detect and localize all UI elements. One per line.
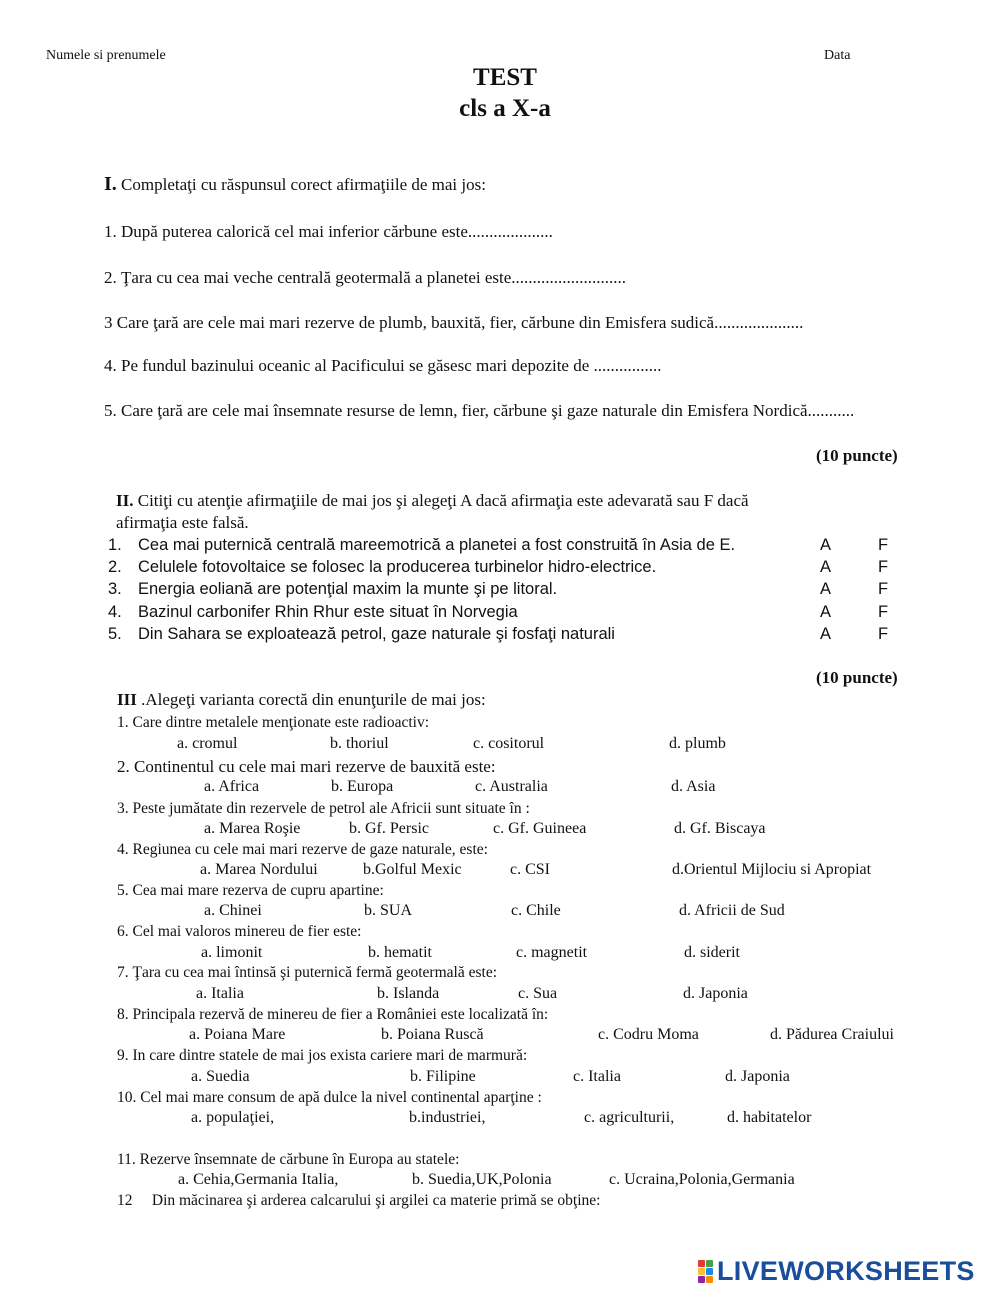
answer-f-5[interactable]: F: [878, 625, 889, 643]
option-2a[interactable]: a. Africa: [204, 778, 260, 795]
section2-num-3: 3.: [108, 580, 122, 598]
logo-tile: [706, 1268, 713, 1275]
option-3b[interactable]: b. Gf. Persic: [349, 820, 429, 837]
option-6d[interactable]: d. siderit: [684, 944, 740, 961]
option-6b[interactable]: b. hematit: [368, 944, 432, 961]
page-title: TEST: [473, 64, 537, 91]
question-11: 11. Rezerve însemnate de cărbune în Europa au statele:: [117, 1151, 460, 1168]
question-3: 3. Peste jumătate din rezervele de petrol ale Africii sunt situate în :: [117, 800, 530, 817]
section2-statement-5: Din Sahara se exploatează petrol, gaze naturale şi fosfaţi naturali: [138, 625, 615, 643]
liveworksheets-brand: LIVEWORKSHEETS: [717, 1255, 975, 1286]
option-9d[interactable]: d. Japonia: [725, 1068, 790, 1085]
answer-a-3[interactable]: A: [820, 580, 832, 598]
section1-numeral: I.: [104, 173, 117, 195]
section2-num-4: 4.: [108, 603, 122, 621]
section3-heading: [117, 690, 486, 710]
option-3a[interactable]: a. Marea Roşie: [204, 820, 301, 837]
section2-statement-4: Bazinul carbonifer Rhin Rhur este situat în Norvegia: [138, 603, 518, 621]
option-9c[interactable]: c. Italia: [573, 1068, 621, 1085]
option-10d[interactable]: d. habitatelor: [727, 1109, 812, 1126]
option-2c[interactable]: c. Australia: [475, 778, 548, 795]
answer-a-5[interactable]: A: [820, 625, 832, 643]
answer-a-2[interactable]: A: [820, 558, 832, 576]
option-2d[interactable]: d. Asia: [671, 778, 716, 795]
option-11b[interactable]: b. Suedia,UK,Polonia: [412, 1171, 552, 1188]
section2-numeral: II.: [116, 491, 134, 510]
option-7b[interactable]: b. Islanda: [377, 985, 440, 1002]
section3-instruction: .Alegeţi varianta corectă din enunţurile de mai jos:: [136, 690, 486, 709]
option-4a[interactable]: a. Marea Nordului: [200, 861, 318, 878]
option-1a[interactable]: a. cromul: [177, 735, 238, 752]
option-5d[interactable]: d. Africii de Sud: [679, 902, 785, 919]
logo-tile: [698, 1260, 705, 1267]
question-4: 4. Regiunea cu cele mai mari rezerve de gaze naturale, este:: [117, 841, 488, 858]
answer-a-1[interactable]: A: [820, 536, 832, 554]
option-1b[interactable]: b. thoriul: [330, 735, 389, 752]
section1-instruction: Completaţi cu răspunsul corect afirmaţiile de mai jos:: [121, 175, 486, 194]
option-4b[interactable]: b.Golful Mexic: [363, 861, 462, 878]
option-7d[interactable]: d. Japonia: [683, 985, 748, 1002]
logo-tile: [698, 1268, 705, 1275]
section2-instruction: Citiţi cu atenţie afirmaţiile de mai jos şi alegeţi A dacă afirmaţia este adevarată sau F dacă: [137, 491, 749, 510]
question-10: 10. Cel mai mare consum de apă dulce la nivel continental aparţine :: [117, 1089, 542, 1106]
section1-heading: [104, 173, 486, 196]
section1-points: (10 puncte): [816, 446, 898, 465]
section2-statement-2: Celulele fotovoltaice se folosec la producerea turbinelor hidro-electrice.: [138, 558, 657, 576]
date-label: Data: [824, 48, 851, 63]
option-6c[interactable]: c. magnetit: [516, 944, 588, 961]
question-1: 1. Care dintre metalele menţionate este radioactiv:: [117, 714, 430, 731]
option-11c[interactable]: c. Ucraina,Polonia,Germania: [609, 1171, 795, 1188]
question-5: 5. Cea mai mare rezerva de cupru apartine:: [117, 882, 384, 899]
option-11a[interactable]: a. Cehia,Germania Italia,: [178, 1171, 339, 1188]
answer-f-4[interactable]: F: [878, 603, 889, 621]
option-8d[interactable]: d. Pădurea Craiului: [770, 1026, 894, 1043]
section1-item-2: 2. Ţara cu cea mai veche centrală geotermală a planetei este...........................: [104, 268, 627, 287]
section2-num-5: 5.: [108, 625, 122, 643]
option-8c[interactable]: c. Codru Moma: [598, 1026, 699, 1043]
answer-f-3[interactable]: F: [878, 580, 889, 598]
section3-numeral: III: [117, 690, 137, 709]
option-1c[interactable]: c. cositorul: [473, 735, 545, 752]
option-7a[interactable]: a. Italia: [196, 985, 244, 1002]
section2-num-1: 1.: [108, 536, 122, 554]
section1-item-4: 4. Pe fundul bazinului oceanic al Pacificului se găsesc mari depozite de ................: [104, 356, 662, 375]
section1-item-5: 5. Care ţară are cele mai însemnate resurse de lemn, fier, cărbune şi gaze naturale din Emisfera Nordică...........: [104, 401, 855, 420]
section1-item-1: 1. După puterea calorică cel mai inferior cărbune este....................: [104, 222, 553, 241]
option-10a[interactable]: a. populaţiei,: [191, 1109, 275, 1126]
option-6a[interactable]: a. limonit: [201, 944, 263, 961]
answer-f-1[interactable]: F: [878, 536, 889, 554]
name-label: Numele si prenumele: [46, 48, 166, 63]
logo-tile: [706, 1260, 713, 1267]
option-3d[interactable]: d. Gf. Biscaya: [674, 820, 766, 837]
answer-a-4[interactable]: A: [820, 603, 832, 621]
option-1d[interactable]: d. plumb: [669, 735, 726, 752]
section1-item-3: 3 Care ţară are cele mai mari rezerve de plumb, bauxită, fier, cărbune din Emisfera sudică.....................: [104, 313, 804, 332]
option-10c[interactable]: c. agriculturii,: [584, 1109, 675, 1126]
liveworksheets-logo[interactable]: [698, 1257, 975, 1285]
option-2b[interactable]: b. Europa: [331, 778, 394, 795]
page-subtitle: cls a X-a: [459, 95, 551, 122]
option-9b[interactable]: b. Filipine: [410, 1068, 476, 1085]
question-7: 7. Ţara cu cea mai întinsă şi puternică fermă geotermală este:: [117, 964, 497, 981]
option-10b[interactable]: b.industriei,: [409, 1109, 486, 1126]
question-2: 2. Continentul cu cele mai mari rezerve de bauxită este:: [117, 757, 496, 776]
section2-statement-3: Energia eoliană are potenţial maxim la munte şi pe litoral.: [138, 580, 558, 598]
question-8: 8. Principala rezervă de minereu de fier a României este localizată în:: [117, 1006, 549, 1023]
section2-instruction-cont: afirmaţia este falsă.: [116, 513, 249, 532]
option-8a[interactable]: a. Poiana Mare: [189, 1026, 286, 1043]
option-3c[interactable]: c. Gf. Guineea: [493, 820, 587, 837]
option-7c[interactable]: c. Sua: [518, 985, 558, 1002]
logo-tile: [706, 1276, 713, 1283]
option-9a[interactable]: a. Suedia: [191, 1068, 250, 1085]
question-12: 12 Din măcinarea şi arderea calcarului şi argilei ca materie primă se obţine:: [117, 1192, 601, 1209]
logo-tile: [698, 1276, 705, 1283]
section2-num-2: 2.: [108, 558, 122, 576]
answer-f-2[interactable]: F: [878, 558, 889, 576]
option-5b[interactable]: b. SUA: [364, 902, 413, 919]
section2-statement-1: Cea mai puternică centrală mareemotrică a planetei a fost construită în Asia de E.: [138, 536, 736, 554]
liveworksheets-mark-icon: [698, 1260, 713, 1283]
question-9: 9. In care dintre statele de mai jos exista cariere mari de marmură:: [117, 1047, 528, 1064]
option-4d[interactable]: d.Orientul Mijlociu si Apropiat: [672, 861, 872, 878]
option-4c[interactable]: c. CSI: [510, 861, 550, 878]
section2-points: (10 puncte): [816, 668, 898, 687]
section2-heading: [116, 491, 749, 511]
option-5a[interactable]: a. Chinei: [204, 902, 262, 919]
question-6: 6. Cel mai valoros minereu de fier este:: [117, 923, 362, 940]
option-5c[interactable]: c. Chile: [511, 902, 561, 919]
option-8b[interactable]: b. Poiana Ruscă: [381, 1026, 484, 1043]
